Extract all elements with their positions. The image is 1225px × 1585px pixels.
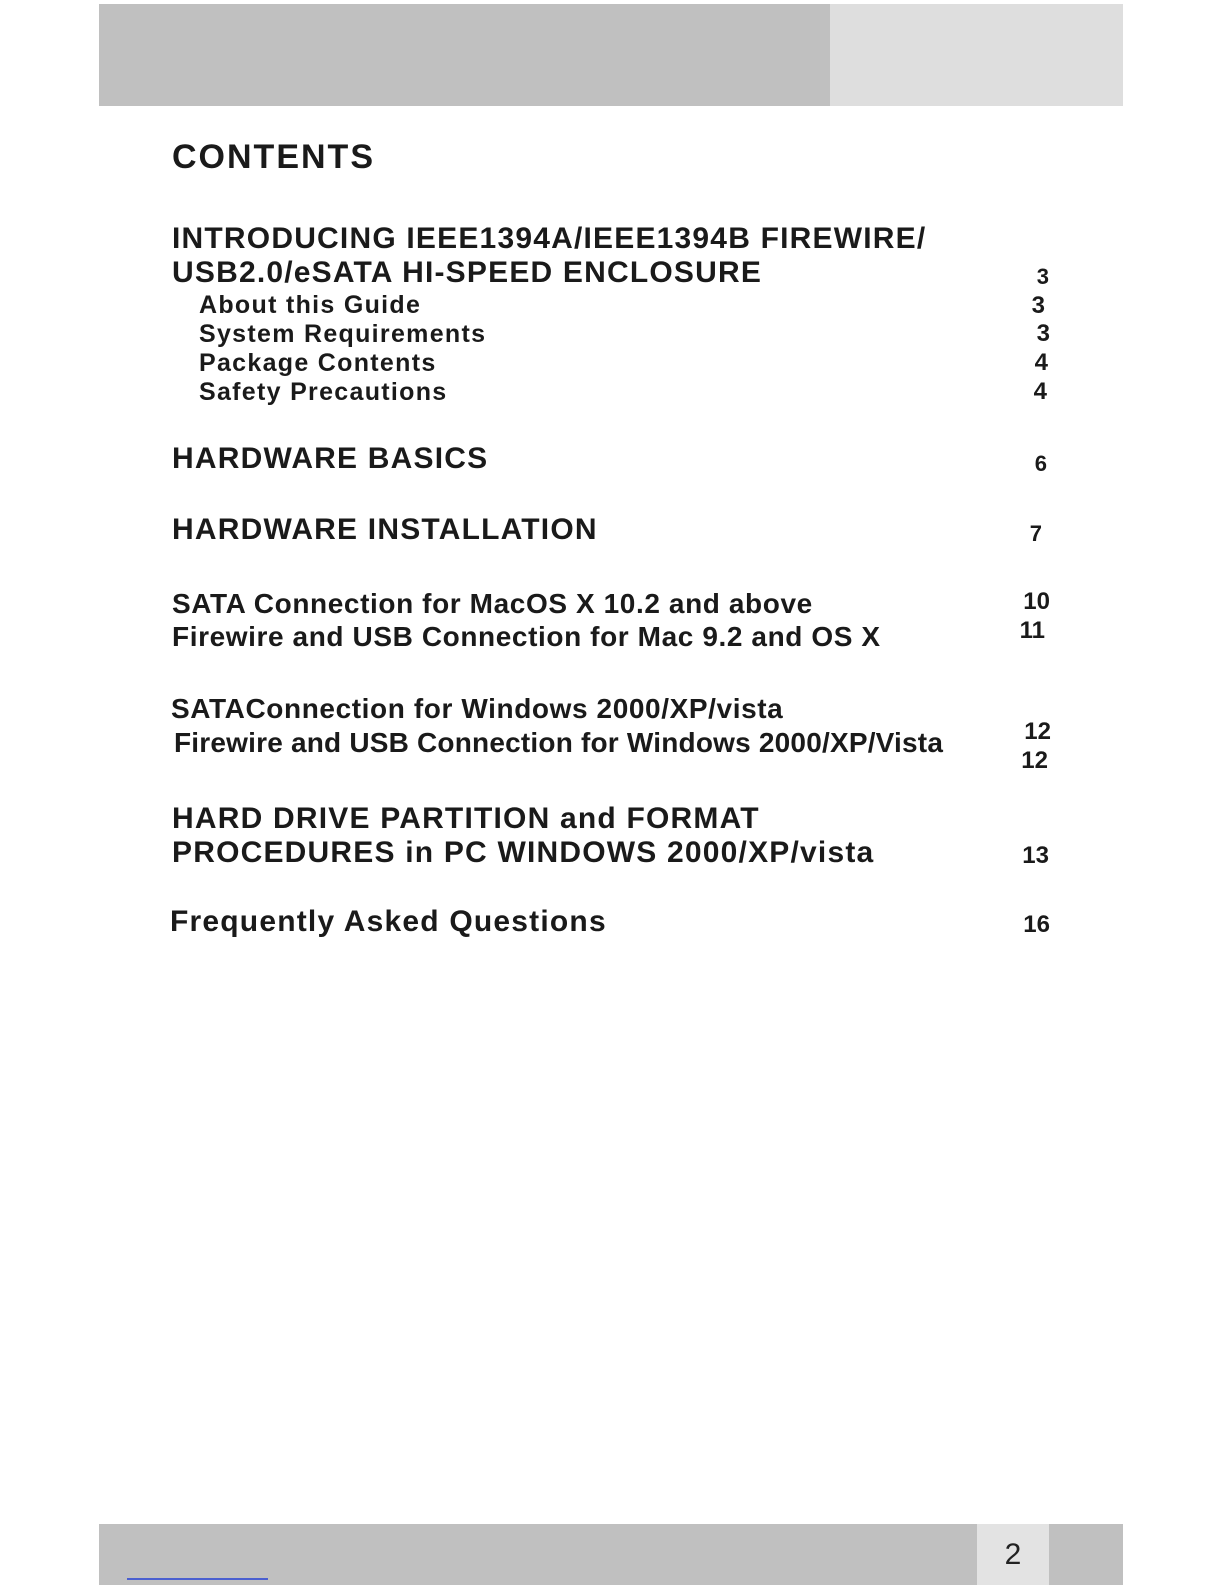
toc-page-number: 11 xyxy=(1019,617,1045,644)
toc-page-number: 4 xyxy=(1034,349,1048,376)
toc-entry-firewire-usb-mac: Firewire and USB Connection for Mac 9.2 and OS X xyxy=(172,621,881,652)
toc-entry-faq: Frequently Asked Questions xyxy=(170,905,607,938)
page-title: CONTENTS xyxy=(172,138,375,176)
toc-page-number: 16 xyxy=(1023,911,1050,938)
header-band-light xyxy=(830,4,1123,106)
toc-entry-introducing-line1: INTRODUCING IEEE1394A/IEEE1394B FIREWIRE/ xyxy=(172,222,927,255)
toc-page-number: 4 xyxy=(1033,378,1047,405)
toc-page-number: 7 xyxy=(1029,521,1042,546)
toc-page-number: 10 xyxy=(1023,588,1050,615)
toc-entry-sata-windows: SATAConnection for Windows 2000/XP/vista xyxy=(171,693,784,724)
toc-entry-introducing-line2: USB2.0/eSATA HI-SPEED ENCLOSURE xyxy=(172,256,763,289)
footer-link-underline[interactable] xyxy=(127,1578,268,1580)
toc-page-number: 3 xyxy=(1036,320,1050,347)
toc-page-number: 12 xyxy=(1024,718,1051,745)
toc-subentry-system-requirements: System Requirements xyxy=(199,320,487,348)
toc-entry-firewire-usb-windows: Firewire and USB Connection for Windows 2000/XP/Vista xyxy=(174,727,944,758)
footer-page-number: 2 xyxy=(977,1524,1049,1585)
toc-page-number: 12 xyxy=(1021,747,1048,774)
toc-page-number: 13 xyxy=(1022,842,1049,869)
toc-page-number: 6 xyxy=(1034,451,1047,476)
toc-page-number: 3 xyxy=(1036,264,1049,289)
toc-entry-hardware-basics: HARDWARE BASICS xyxy=(172,442,489,475)
toc-subentry-safety-precautions: Safety Precautions xyxy=(199,378,448,406)
toc-subentry-about-this-guide: About this Guide xyxy=(199,291,422,319)
toc-subentry-package-contents: Package Contents xyxy=(199,349,437,377)
header-band xyxy=(99,4,830,106)
footer-band xyxy=(99,1524,1123,1585)
toc-entry-partition-line2: PROCEDURES in PC WINDOWS 2000/XP/vista xyxy=(172,836,875,869)
toc-entry-hardware-installation: HARDWARE INSTALLATION xyxy=(172,513,598,546)
toc-entry-sata-macos: SATA Connection for MacOS X 10.2 and above xyxy=(172,588,813,619)
toc-entry-partition-line1: HARD DRIVE PARTITION and FORMAT xyxy=(172,802,760,835)
toc-page-number: 3 xyxy=(1031,292,1045,319)
